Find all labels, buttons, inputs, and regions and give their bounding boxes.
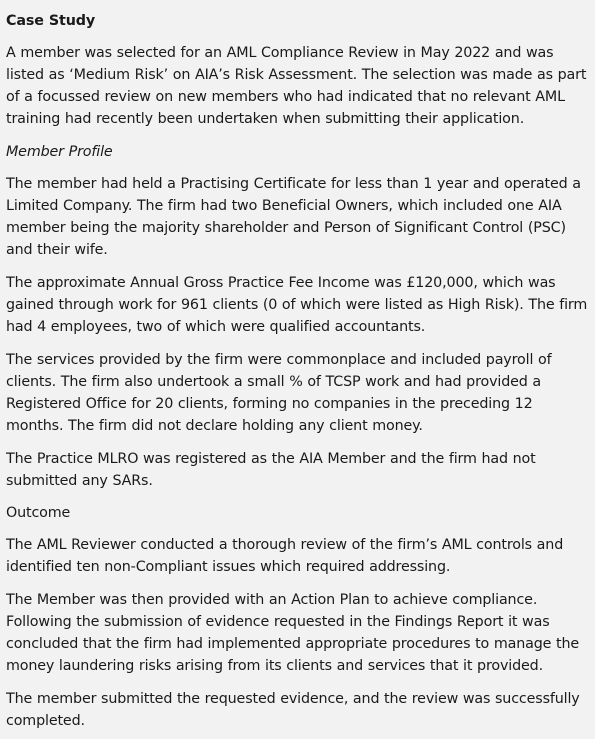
outcome-paragraph-2: The Member was then provided with an Action Plan to achieve compliance. Following the submission of evidence requested in the Findings Report it was concluded that the firm had implemented appropriate procedures to manage the money laundering risks arising from its clients and services that it provided.	[6, 592, 580, 674]
intro-paragraph: A member was selected for an AML Compliance Review in May 2022 and was listed as ‘Medium Risk’ on AIA’s Risk Assessment. The selection was made as part of a focussed review on new members who had indicated that no relevant AML training had recently been undertaken when submitting their application.	[6, 45, 587, 127]
profile-paragraph-4: The Practice MLRO was registered as the AIA Member and the firm had not submitted any SARs.	[6, 451, 536, 489]
case-study-title: Case Study	[6, 13, 95, 29]
outcome-heading: Outcome	[6, 505, 71, 521]
outcome-paragraph-1: The AML Reviewer conducted a thorough review of the firm’s AML controls and identified ten non-Compliant issues which required addressing.	[6, 537, 564, 575]
outcome-paragraph-3: The member submitted the requested evidence, and the review was successfully completed.	[6, 691, 580, 729]
profile-paragraph-2: The approximate Annual Gross Practice Fee Income was £120,000, which was gained through work for 961 clients (0 of which were listed as High Risk). The firm had 4 employees, two of which were qualified accountants.	[6, 275, 588, 335]
member-profile-heading: Member Profile	[6, 144, 113, 160]
profile-paragraph-3: The services provided by the firm were commonplace and included payroll of clients. The firm also undertook a small % of TCSP work and had provided a Registered Office for 20 clients, forming no companies in the preceding 12 months. The firm did not declare holding any client money.	[6, 352, 552, 434]
profile-paragraph-1: The member had held a Practising Certificate for less than 1 year and operated a Limited Company. The firm had two Beneficial Owners, which included one AIA member being the majority shareholder and Person of Significant Control (PSC) and their wife.	[6, 176, 581, 258]
